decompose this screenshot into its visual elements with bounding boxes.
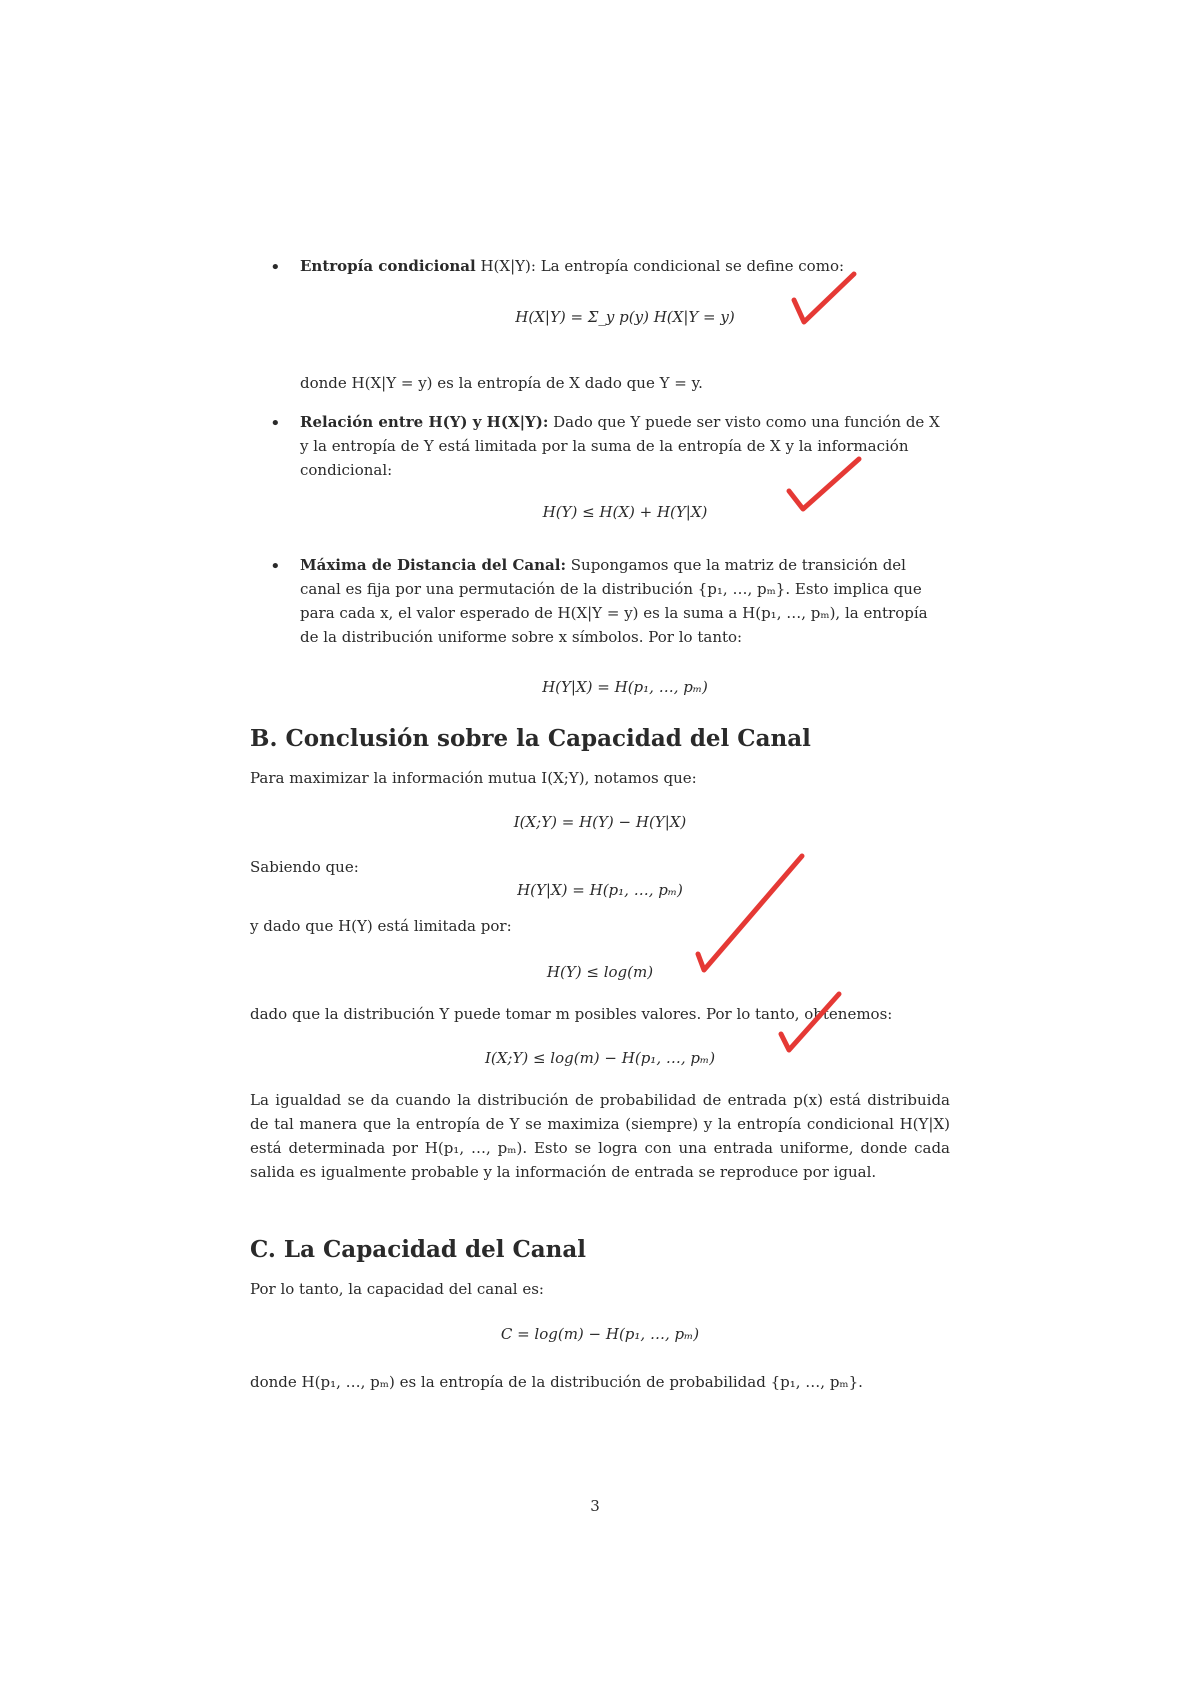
item-term: Entropía condicional — [300, 257, 476, 275]
paragraph: dado que la distribución Y puede tomar m posibles valores. Por lo tanto, obtenemos: — [250, 1005, 893, 1023]
page-number: 3 — [590, 1497, 600, 1515]
bullet: • — [270, 556, 281, 577]
checkmark-icon — [790, 270, 860, 332]
equation: H(Y) ≤ log(m) — [546, 963, 654, 981]
checkmark-icon — [690, 850, 810, 975]
equation: C = log(m) − H(p₁, …, pₘ) — [500, 1325, 700, 1343]
item-term: Relación entre H(Y) y H(X|Y): — [300, 413, 549, 431]
equation: I(X;Y) ≤ log(m) − H(p₁, …, pₘ) — [484, 1049, 716, 1067]
item-term: Máxima de Distancia del Canal: — [300, 556, 566, 574]
bullet: • — [270, 413, 281, 434]
paragraph: y dado que H(Y) está limitada por: — [250, 917, 512, 935]
equation: H(X|Y) = Σ_y p(y) H(X|Y = y) — [515, 308, 735, 326]
item-text: Dado que Y puede ser visto como una función de X y la entropía de Y está limitada por la suma de la entropía de X y la información condicional: — [300, 413, 940, 479]
equation: I(X;Y) = H(Y) − H(Y|X) — [513, 813, 687, 831]
paragraph: Por lo tanto, la capacidad del canal es: — [250, 1280, 544, 1298]
item-text: H(X|Y): La entropía condicional se define como: — [475, 257, 845, 275]
checkmark-icon — [775, 988, 845, 1056]
bullet-item-max-distance — [300, 553, 950, 649]
paragraph: Sabiendo que: — [250, 858, 359, 876]
bullet: • — [270, 257, 281, 278]
paragraph: Para maximizar la información mutua I(X;Y), notamos que: — [250, 769, 697, 787]
equation: H(Y) ≤ H(X) + H(Y|X) — [542, 503, 708, 521]
section-heading: B. Conclusión sobre la Capacidad del Canal — [250, 725, 811, 752]
paragraph: La igualdad se da cuando la distribución de probabilidad de entrada p(x) está distribuida de tal manera que la entropía de Y se maximiza (siempre) y la entropía condicional H(Y|X) está determinada por H(p₁, …, pₘ). Esto se logra con una entrada uniforme, donde cada salida es igualmente probable y la información de entrada se reproduce por igual. — [250, 1091, 950, 1181]
checkmark-icon — [785, 455, 865, 515]
item-text: Supongamos que la matriz de transición del canal es fija por una permutación de la distribución {p₁, …, pₘ}. Esto implica que para cada x, el valor esperado de H(X|Y = y) es la suma a H(p₁, …, pₘ), la entropía de la distribución uniforme sobre x símbolos. Por lo tanto: — [300, 556, 928, 646]
equation: H(Y|X) = H(p₁, …, pₘ) — [542, 678, 708, 696]
paragraph: donde H(p₁, …, pₘ) es la entropía de la distribución de probabilidad {p₁, …, pₘ}. — [250, 1373, 863, 1391]
equation: H(Y|X) = H(p₁, …, pₘ) — [517, 881, 683, 899]
item-after-text: donde H(X|Y = y) es la entropía de X dado que Y = y. — [300, 374, 703, 392]
section-heading: C. La Capacidad del Canal — [250, 1236, 587, 1263]
